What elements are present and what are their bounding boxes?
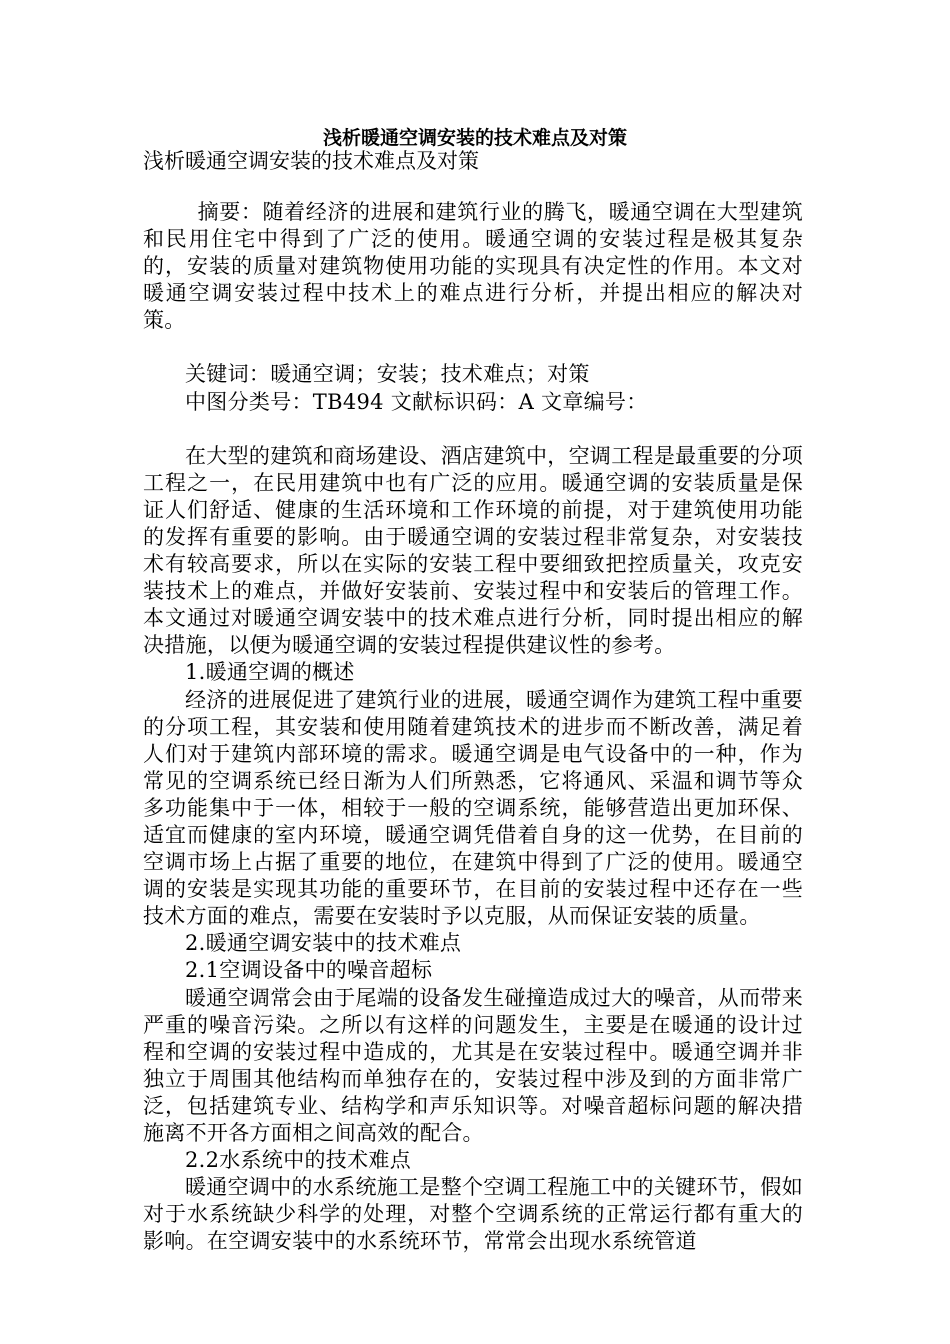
abstract-paragraph: 摘要：随着经济的进展和建筑行业的腾飞，暖通空调在大型建筑和民用住宅中得到了广泛的使用。暖通空调的安装过程是极其复杂的，安装的质量对建筑物使用功能的实现具有决定性的作用。本文对暖通空调安装过程中技术上的难点进行分析，并提出相应的解决对策。 [143, 200, 803, 333]
section-2-1-heading: 2.1空调设备中的噪音超标 [185, 958, 433, 983]
section-1-paragraph: 经济的进展促进了建筑行业的进展，暖通空调作为建筑工程中重要的分项工程，其安装和使用随着建筑技术的进步而不断改善，满足着人们对于建筑内部环境的需求。暖通空调是电气设备中的一种，作为常见的空调系统已经日渐为人们所熟悉，它将通风、采温和调节等众多功能集中于一体，相较于一般的空调系统，能够营造出更加环保、适宜而健康的室内环境，暖通空调凭借着自身的这一优势，在目前的空调市场上占据了重要的地位，在建筑中得到了广泛的使用。暖通空调的安装是实现其功能的重要环节，在目前的安装过程中还存在一些技术方面的难点，需要在安装时予以克服，从而保证安装的质量。 [143, 687, 803, 929]
section-2-2-paragraph: 暖通空调中的水系统施工是整个空调工程施工中的关键环节，假如对于水系统缺少科学的处理，对整个空调系统的正常运行都有重大的影响。在空调安装中的水系统环节，常常会出现水系统管道 [143, 1175, 803, 1254]
document-subtitle: 浅析暖通空调安装的技术难点及对策 [143, 149, 479, 173]
document-title: 浅析暖通空调安装的技术难点及对策 [322, 127, 627, 149]
intro-paragraph: 在大型的建筑和商场建设、酒店建筑中，空调工程是最重要的分项工程之一，在民用建筑中也有广泛的应用。暖通空调的安装质量是保证人们舒适、健康的生活环境和工作环境的前提，对于建筑使用功能的发挥有重要的影响。由于暖通空调的安装过程非常复杂，对安装技术有较高要求，所以在实际的安装工程中要细致把控质量关，攻克安装技术上的难点，并做好安装前、安装过程中和安装后的管理工作。本文通过对暖通空调安装中的技术难点进行分析，同时提出相应的解决措施，以便为暖通空调的安装过程提供建议性的参考。 [143, 443, 803, 658]
paragraph-gap [143, 334, 803, 361]
document-body [143, 199, 803, 1255]
section-2-heading: 2.暖通空调安装中的技术难点 [185, 931, 462, 956]
paragraph-gap [143, 416, 803, 443]
section-2-1-paragraph: 暖通空调常会由于尾端的设备发生碰撞造成过大的噪音，从而带来严重的噪音污染。之所以有这样的问题发生，主要是在暖通的设计过程和空调的安装过程中造成的，尤其是在安装过程中。暖通空调并非独立于周围其他结构而单独存在的，安装过程中涉及到的方面非常广泛，包括建筑专业、结构学和声乐知识等。对噪音超标问题的解决措施离不开各方面相之间高效的配合。 [143, 985, 803, 1145]
keywords-line: 关键词：暖通空调；安装；技术难点；对策 [185, 362, 590, 387]
section-2-2-heading: 2.2水系统中的技术难点 [185, 1148, 411, 1173]
classification-line: 中图分类号：TB494 文献标识码：A 文章编号： [185, 389, 648, 414]
section-1-heading: 1.暖通空调的概述 [185, 660, 355, 685]
